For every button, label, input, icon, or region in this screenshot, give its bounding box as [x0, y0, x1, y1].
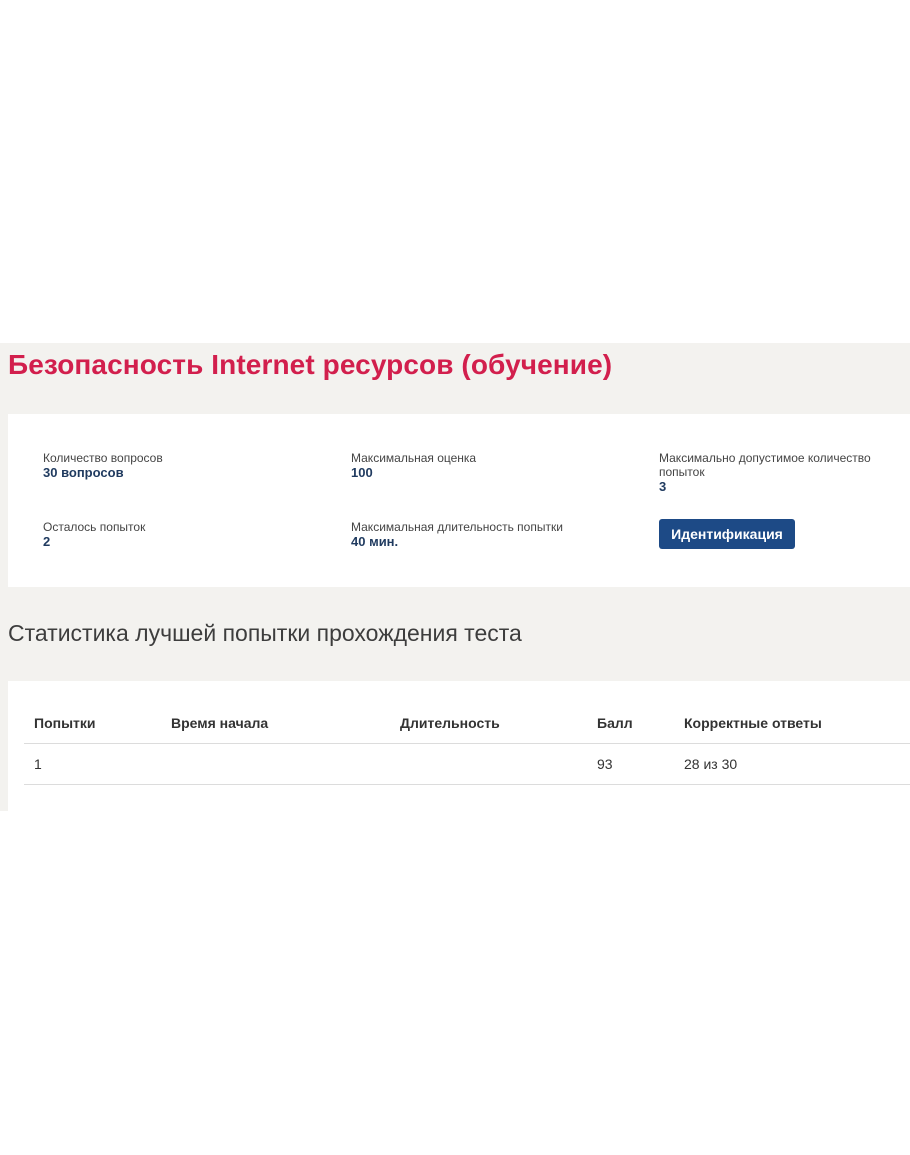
- questions-count-label: Количество вопросов: [43, 451, 163, 465]
- max-duration-label: Максимальная длительность попытки: [351, 520, 563, 534]
- stats-header-row: [24, 703, 910, 744]
- cell-attempt: 1: [24, 744, 161, 785]
- max-score-field: [351, 451, 631, 481]
- page-title: Безопасность Internet ресурсов (обучение): [8, 349, 613, 380]
- stats-table: [24, 703, 910, 785]
- column-header-correct-answers: Корректные ответы: [674, 703, 910, 744]
- page-content: [0, 343, 910, 811]
- max-attempts-value: 3: [659, 479, 667, 494]
- max-duration-field: [351, 520, 631, 550]
- max-score-label: Максимальная оценка: [351, 451, 477, 465]
- questions-count-value: 30 вопросов: [43, 465, 124, 480]
- stats-card: [8, 681, 910, 811]
- max-attempts-field: [659, 451, 887, 495]
- cell-duration: [390, 744, 587, 785]
- column-header-attempts: Попытки: [24, 703, 161, 744]
- column-header-start-time: Время начала: [161, 703, 390, 744]
- identification-button[interactable]: Идентификация: [659, 519, 795, 549]
- cell-correct-answers: 28 из 30: [674, 744, 910, 785]
- attempts-left-label: Осталось попыток: [43, 520, 146, 534]
- cell-start-time: [161, 744, 390, 785]
- max-score-value: 100: [351, 465, 373, 480]
- attempts-left-field: [43, 520, 323, 550]
- max-attempts-label: Максимально допустимое количество попыток: [659, 451, 871, 479]
- test-info-card: [8, 414, 910, 587]
- column-header-duration: Длительность: [390, 703, 587, 744]
- cell-score: 93: [587, 744, 674, 785]
- questions-count-field: [43, 451, 323, 481]
- column-header-score: Балл: [587, 703, 674, 744]
- attempts-left-value: 2: [43, 534, 51, 549]
- max-duration-value: 40 мин.: [351, 534, 399, 549]
- stats-section-title: Статистика лучшей попытки прохождения теста: [8, 620, 522, 646]
- table-row: [24, 744, 910, 785]
